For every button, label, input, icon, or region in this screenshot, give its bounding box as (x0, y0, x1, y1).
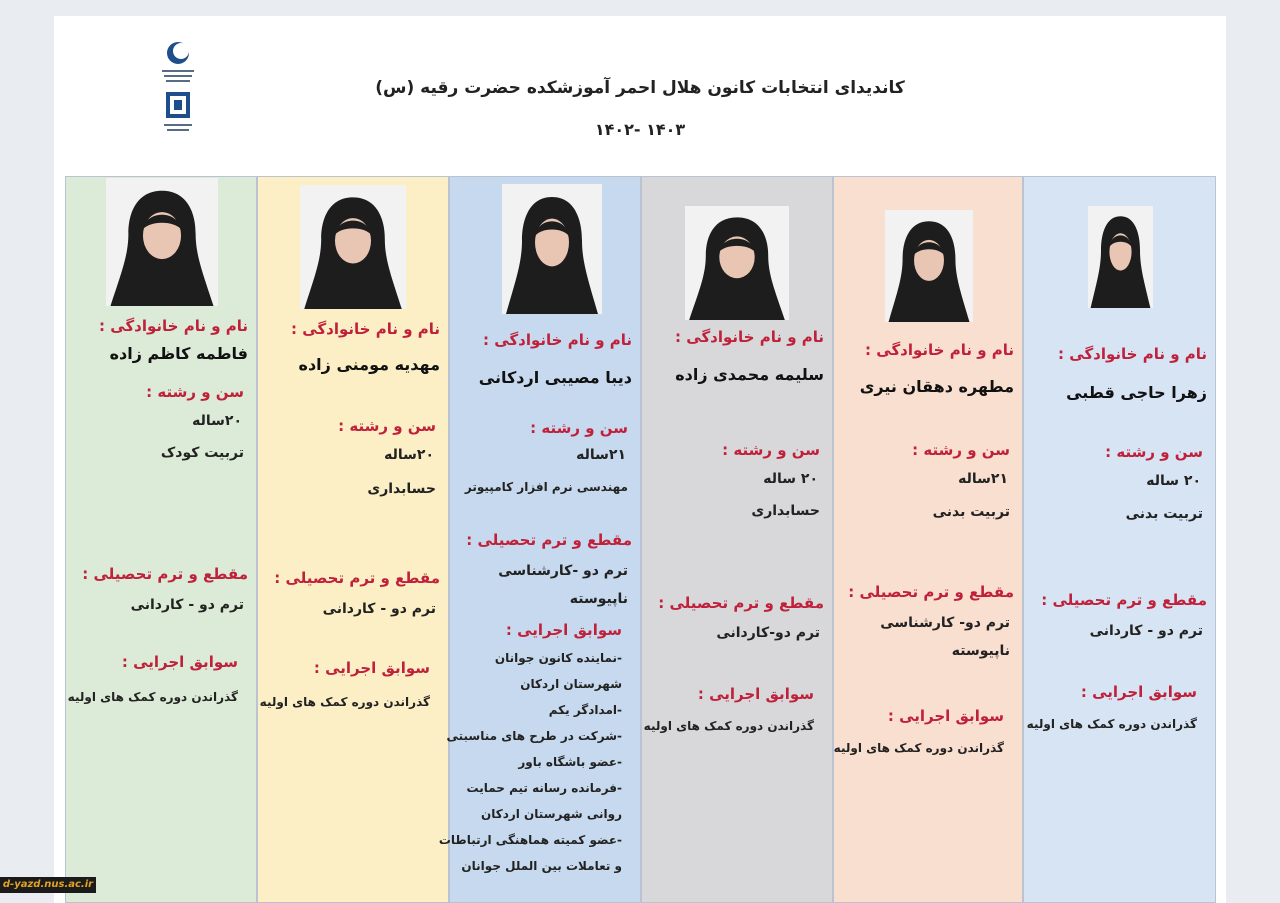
candidate-name: زهرا حاجی قطبی (1066, 383, 1207, 402)
experience-list (439, 645, 622, 879)
education-level: ترم دو-کاردانی (716, 625, 820, 641)
candidate-field: حسابداری (367, 481, 436, 497)
experience-item: -عضو کمیته هماهنگی ارتباطات (438, 833, 622, 847)
candidate-photo (106, 178, 218, 306)
candidate-column (65, 176, 257, 903)
name-label: نام و نام خانوادگی : (865, 341, 1014, 359)
age-field-label: سن و رشته : (912, 441, 1010, 459)
candidate-column (833, 176, 1023, 903)
education-level: ترم دو - کاردانی (1089, 623, 1203, 639)
education-level-label: مقطع و ترم تحصیلی : (82, 565, 248, 583)
candidate-column (438, 176, 641, 903)
experience-list (1027, 711, 1197, 737)
name-label: نام و نام خانوادگی : (1058, 345, 1207, 363)
experience-item: گذراندن دوره کمک های اولیه (643, 719, 814, 733)
candidate-field: مهندسی نرم افزار کامپیوتر (464, 480, 628, 494)
experience-item: -شرکت در طرح های مناسبتی (446, 729, 622, 743)
experience-label: سوابق اجرایی : (1080, 683, 1197, 701)
candidate-age: ۲۰ساله (384, 447, 434, 463)
candidate-age: ۲۰ ساله (763, 471, 818, 487)
experience-label: سوابق اجرایی : (121, 653, 238, 671)
candidate-age: ۲۰ساله (192, 413, 242, 429)
academic-years: ۱۴۰۳ -۱۴۰۲ (594, 120, 686, 139)
name-label: نام و نام خانوادگی : (483, 331, 632, 349)
age-field-label: سن و رشته : (146, 383, 244, 401)
age-field-label: سن و رشته : (1105, 443, 1203, 461)
experience-item: گذراندن دوره کمک های اولیه (1026, 717, 1197, 731)
experience-item: شهرستان اردکان (520, 677, 622, 691)
education-level-label: مقطع و ترم تحصیلی : (658, 594, 824, 612)
candidate-age: ۲۱ساله (958, 471, 1008, 487)
education-level-label: مقطع و ترم تحصیلی : (466, 531, 632, 549)
experience-item: گذراندن دوره کمک های اولیه (259, 695, 430, 709)
education-level: ناپیوسته (951, 643, 1010, 659)
age-field-label: سن و رشته : (338, 417, 436, 435)
experience-item: روانی شهرستان اردکان (480, 807, 622, 821)
candidate-field: تربیت بدنی (1125, 506, 1203, 522)
name-label: نام و نام خانوادگی : (291, 320, 440, 338)
candidate-age: ۲۰ ساله (1146, 473, 1201, 489)
education-level-label: مقطع و ترم تحصیلی : (1041, 591, 1207, 609)
candidate-photo (1088, 206, 1153, 308)
age-field-label: سن و رشته : (722, 441, 820, 459)
experience-item: -فرمانده رسانه تیم حمایت (466, 781, 622, 795)
candidate-field: تربیت کودک (160, 445, 244, 461)
name-label: نام و نام خانوادگی : (99, 317, 248, 335)
experience-item: -عضو باشگاه باور (518, 755, 622, 769)
candidate-name: دیبا مصیبی اردکانی (478, 368, 632, 387)
experience-item: گذراندن دوره کمک های اولیه (833, 741, 1004, 755)
education-level: ناپیوسته (569, 591, 628, 607)
candidate-name: فاطمه کاظم زاده (109, 344, 248, 363)
experience-list (644, 713, 814, 739)
candidate-field: حسابداری (751, 503, 820, 519)
education-level: ترم دو - کاردانی (322, 601, 436, 617)
page-title: کاندیدای انتخابات کانون هلال احمر آموزشکده حضرت رقیه (س) (375, 78, 905, 98)
experience-item: -امدادگر یکم (548, 703, 622, 717)
candidate-column (1023, 176, 1216, 903)
experience-list (834, 735, 1004, 761)
name-label: نام و نام خانوادگی : (675, 328, 824, 346)
education-level-label: مقطع و ترم تحصیلی : (274, 569, 440, 587)
experience-label: سوابق اجرایی : (505, 621, 622, 639)
education-level: ترم دو - کاردانی (130, 597, 244, 613)
experience-item: گذراندن دوره کمک های اولیه (67, 690, 238, 704)
candidate-field: تربیت بدنی (932, 504, 1010, 520)
experience-list (68, 684, 238, 710)
candidate-column (641, 176, 833, 903)
experience-label: سوابق اجرایی : (697, 685, 814, 703)
education-level: ترم دو -کارشناسی (498, 563, 628, 579)
candidate-photo (885, 210, 973, 322)
education-level: ترم دو- کارشناسی (880, 615, 1010, 631)
watermark: d-yazd.nus.ac.ir (0, 877, 96, 893)
experience-item: و تعاملات بین الملل جوانان (461, 859, 622, 873)
candidate-name: مهدیه مومنی زاده (298, 355, 440, 374)
experience-label: سوابق اجرایی : (887, 707, 1004, 725)
candidate-photo (502, 184, 602, 314)
candidate-photo (300, 185, 406, 309)
experience-item: -نماینده کانون جوانان (494, 651, 622, 665)
candidate-age: ۲۱ساله (576, 447, 626, 463)
experience-list (260, 689, 430, 715)
candidate-name: سلیمه محمدی زاده (675, 365, 824, 384)
candidate-photo (685, 206, 789, 320)
education-level-label: مقطع و ترم تحصیلی : (848, 583, 1014, 601)
experience-label: سوابق اجرایی : (313, 659, 430, 677)
candidate-name: مطهره دهقان نیری (859, 377, 1014, 396)
age-field-label: سن و رشته : (530, 419, 628, 437)
candidate-column (257, 176, 449, 903)
